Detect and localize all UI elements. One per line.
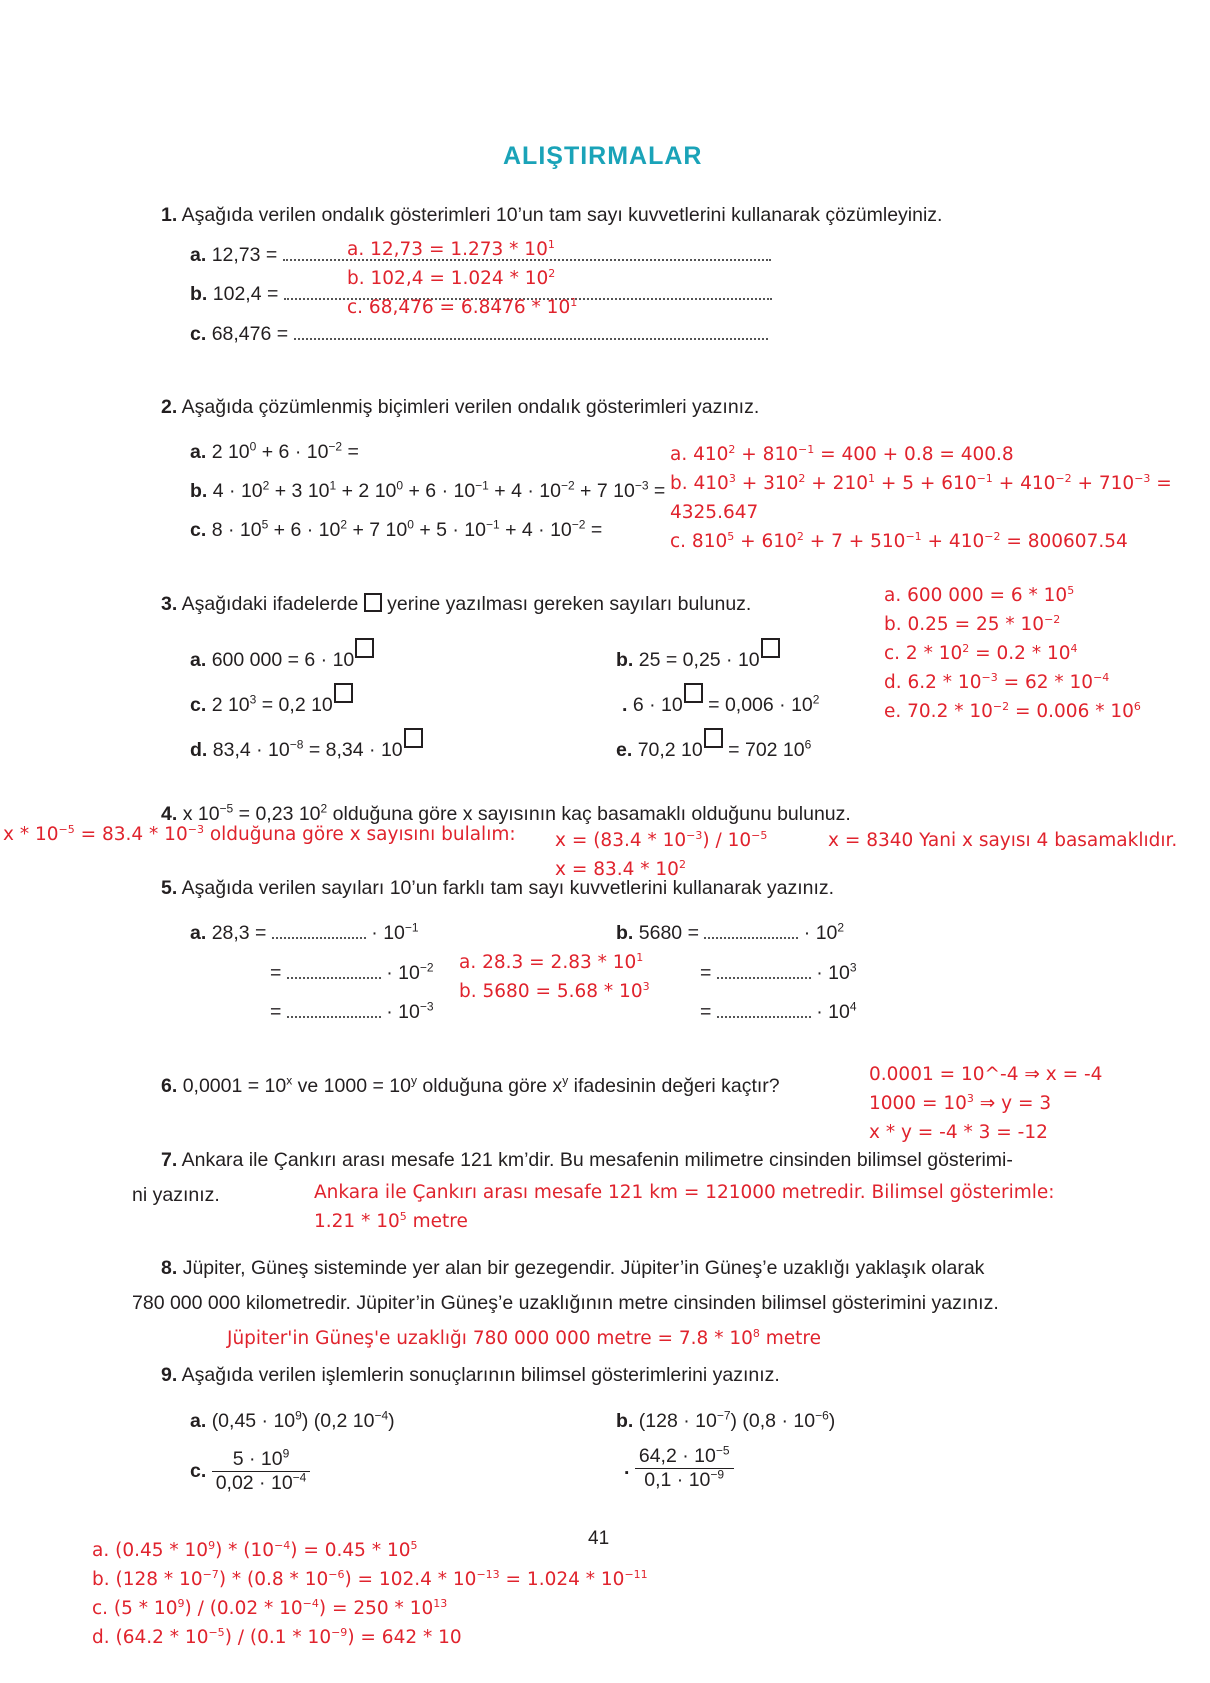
- item-label: a.: [190, 244, 207, 266]
- blank-box-icon[interactable]: [704, 728, 723, 748]
- blank-box-icon[interactable]: [355, 638, 374, 658]
- q3-item-b: b. 25 = 0,25 · 10: [616, 638, 780, 672]
- q3-item-c: c. 2 $10^3 = 0,2$ 10: [190, 683, 353, 717]
- question-7: 7. Ankara ile Çankırı arası mesafe 121 km’dir. Bu mesafenin milimetre cinsinden bilimsel gösterimi-: [161, 1149, 1013, 1171]
- fraction: $\frac{64,2 \cdot 10^{-5}}{0,1 \cdot 10^{-9}}$: [635, 1445, 734, 1492]
- q2-answer-b: b. $410^3 + 310^2 + 210^1 + 5 + 610^{-1} + 410^{-2} + 710^{-3}$ =: [670, 471, 1172, 494]
- blank-box-icon[interactable]: [334, 683, 353, 703]
- q3-answer-b: b. $0.25 = 25 * 10^{-2}$: [884, 612, 1061, 635]
- q7-answer-1: Ankara ile Çankırı arası mesafe 121 km = 121000 metredir. Bilimsel gösterimle:: [314, 1182, 1055, 1203]
- item-label: c.: [190, 323, 207, 345]
- q5-item-a-row-1: a. 28,3 = · $10^{-1}$: [190, 920, 419, 944]
- question-text: Aşağıda çözümlenmiş biçimleri verilen ondalık gösterimleri yazınız.: [181, 396, 760, 418]
- blank-box-icon[interactable]: [404, 728, 423, 748]
- item-label: b.: [190, 283, 208, 305]
- q3-item-d-right: . $6 \cdot 10 = 0,006 \cdot 10^2$: [622, 683, 819, 717]
- square-box-icon: [364, 593, 382, 612]
- answer-blank[interactable]: [287, 976, 381, 979]
- question-4: 4. x $10^{-5} = 0,23$ $10^2$ olduğuna göre x sayısının kaç basamaklı olduğunu bulunuz.: [161, 801, 851, 825]
- q5-item-a-row-3: = · $10^{-3}$: [270, 999, 434, 1023]
- q9-answer-a: a. $(0.45 * 10^9) * (10^{-4}) = 0.45 * 10^5$: [92, 1538, 418, 1561]
- question-8: 8. Jüpiter, Güneş sisteminde yer alan bir gezegendir. Jüpiter’in Güneş’e uzaklığı yaklaşık olarak: [161, 1257, 985, 1279]
- q5-item-b-row-3: = · $10^4$: [700, 999, 857, 1023]
- q5-answer-b: b. $5680 = 5.68 * 10^3$: [459, 979, 650, 1002]
- q4-answer-2: $x = (83.4 * 10^{-3}) / 10^{-5}$: [555, 828, 768, 851]
- q3-answer-c: c. $2 * 10^2 = 0.2 * 10^4$: [884, 641, 1078, 664]
- q2-item-a: a. 2 $10^0 + 6 \cdot 10^{-2}$ =: [190, 439, 359, 463]
- q4-answer-4: x = 8340 Yani x sayısı 4 basamaklıdır.: [828, 830, 1178, 851]
- q9-item-b: b. $(128 \cdot 10^{-7})$ $(0,8 \cdot 10^{-6})$: [616, 1408, 836, 1432]
- q2-item-b: b. $4 \cdot 10^2 + 3$ $10^1 + 2$ $10^0 + 6 \cdot 10^{-1} + 4 \cdot 10^{-2} + 7$ $10^{-3}$ =: [190, 478, 666, 502]
- blank-box-icon[interactable]: [761, 638, 780, 658]
- question-6: 6. $0,0001 = 10^x$ ve $1000 = 10^y$ olduğuna göre $x^y$ ifadesinin değeri kaçtır?: [161, 1073, 780, 1097]
- q4-answer-3: $x = 83.4 * 10^2$: [555, 857, 686, 880]
- question-9: 9. Aşağıda verilen işlemlerin sonuçlarının bilimsel gösterimlerini yazınız.: [161, 1364, 780, 1386]
- q9-answer-c: c. $(5 * 10^9) / (0.02 * 10^{-4}) = 250 * 10^{13}$: [92, 1596, 448, 1619]
- question-1: [161, 204, 942, 227]
- q3-answer-e: e. $70.2 * 10^{-2} = 0.006 * 10^6$: [884, 699, 1141, 722]
- q9-item-d: . $\frac{64,2 \cdot 10^{-5}}{0,1 \cdot 10^{-9}}$: [624, 1445, 734, 1492]
- q9-answer-d: d. $(64.2 * 10^{-5}) / (0.1 * 10^{-9}) = 642 * 10$: [92, 1625, 462, 1648]
- answer-blank[interactable]: [717, 1015, 811, 1018]
- q3-item-a: a. 600 000 = 6 · 10: [190, 638, 374, 672]
- q9-item-a: a. $(0,45 \cdot 10^9)$ (0,2 $10^{-4}$): [190, 1408, 395, 1432]
- blank-box-icon[interactable]: [684, 683, 703, 703]
- page-number: 41: [588, 1528, 610, 1549]
- answer-blank[interactable]: [704, 936, 798, 939]
- question-7-line-2: ni yazınız.: [132, 1184, 220, 1206]
- q1-answer-b: b. $102,4 = 1.024 * 10^2$: [347, 266, 556, 289]
- question-8-line-2: 780 000 000 kilometredir. Jüpiter’in Güneş’e uzaklığının metre cinsinden bilimsel gösterimini yazınız.: [132, 1292, 999, 1314]
- q1-answer-c: c. $68,476 = 6.8476 * 10^1$: [347, 295, 578, 318]
- q3-item-e: e. 70,2 10 = 702 $10^6$: [616, 728, 811, 762]
- q2-answer-c: c. $810^5 + 610^2 + 7 + 510^{-1} + 410^{-2} = 800607.54$: [670, 529, 1128, 552]
- question-number: 1.: [161, 204, 178, 226]
- question-number: 2.: [161, 396, 178, 418]
- q2-answer-b-result: 4325.647: [670, 502, 759, 523]
- answer-blank[interactable]: [287, 1015, 381, 1018]
- question-3: 3. Aşağıdaki ifadelerde yerine yazılması gereken sayıları bulunuz.: [161, 593, 752, 615]
- answer-blank[interactable]: [717, 976, 811, 979]
- answer-blank[interactable]: [272, 936, 366, 939]
- question-2: [161, 396, 759, 419]
- q6-answer-1: 0.0001 = 10^-4 ⇒ x = -4: [869, 1064, 1103, 1085]
- answer-blank[interactable]: [294, 337, 768, 340]
- q5-item-a-row-2: = · $10^{-2}$: [270, 960, 434, 984]
- q3-answer-d: d. $6.2 * 10^{-3} = 62 * 10^{-4}$: [884, 670, 1110, 693]
- q7-answer-2: $1.21 * 10^5$ metre: [314, 1209, 468, 1232]
- q4-answer-1: $x * 10^{-5} = 83.4 * 10^{-3}$ olduğuna göre x sayısını bulalım:: [3, 822, 516, 845]
- q3-answer-a: a. 600 $000 = 6 * 10^5$: [884, 583, 1075, 606]
- q6-answer-3: x * y = -4 * 3 = -12: [869, 1122, 1048, 1143]
- q2-answer-a: a. $410^2 + 810^{-1} = 400 + 0.8 = 400.8$: [670, 442, 1014, 465]
- item-expr: 102,4 =: [212, 283, 279, 305]
- q8-answer: Jüpiter'in Güneş'e uzaklığı 780 000 000 metre = $7.8 * 10^8$ metre: [227, 1326, 821, 1349]
- q5-item-b-row-2: = · $10^3$: [700, 960, 857, 984]
- item-expr: 12,73 =: [211, 244, 278, 266]
- fraction: $\frac{5 \cdot 10^9}{0,02 \cdot 10^{-4}}$: [212, 1448, 311, 1495]
- question-5: 5. Aşağıda verilen sayıları 10’un farklı tam sayı kuvvetlerini kullanarak yazınız.: [161, 877, 835, 899]
- item-expr: 68,476 =: [211, 323, 289, 345]
- question-text: Aşağıda verilen ondalık gösterimleri 10’un tam sayı kuvvetlerini kullanarak çözümleyiniz.: [181, 204, 943, 226]
- q6-answer-2: $1000 = 10^3$ ⇒ y = 3: [869, 1091, 1052, 1114]
- q3-item-d: d. $83,4 \cdot 10^{-8} = 8,34 \cdot 10$: [190, 728, 423, 762]
- q1-answer-a: a. $12,73 = 1.273 * 10^1$: [347, 237, 555, 260]
- q2-item-c: c. $8 \cdot 10^5 + 6 \cdot 10^2 + 7$ $10^0 + 5 \cdot 10^{-1} + 4 \cdot 10^{-2}$ =: [190, 517, 603, 541]
- q9-answer-b: b. $(128 * 10^{-7}) * (0.8 * 10^{-6}) = 102.4 * 10^{-13} = 1.024 * 10^{-11}$: [92, 1567, 648, 1590]
- q9-item-c: c. $\frac{5 \cdot 10^9}{0,02 \cdot 10^{-4}}$: [190, 1448, 310, 1495]
- q1-item-c: [190, 323, 768, 346]
- page-title: ALIŞTIRMALAR: [503, 142, 703, 170]
- q5-item-b-row-1: b. 5680 = · $10^2$: [616, 920, 845, 944]
- q5-answer-a: a. $28.3 = 2.83 * 10^1$: [459, 950, 644, 973]
